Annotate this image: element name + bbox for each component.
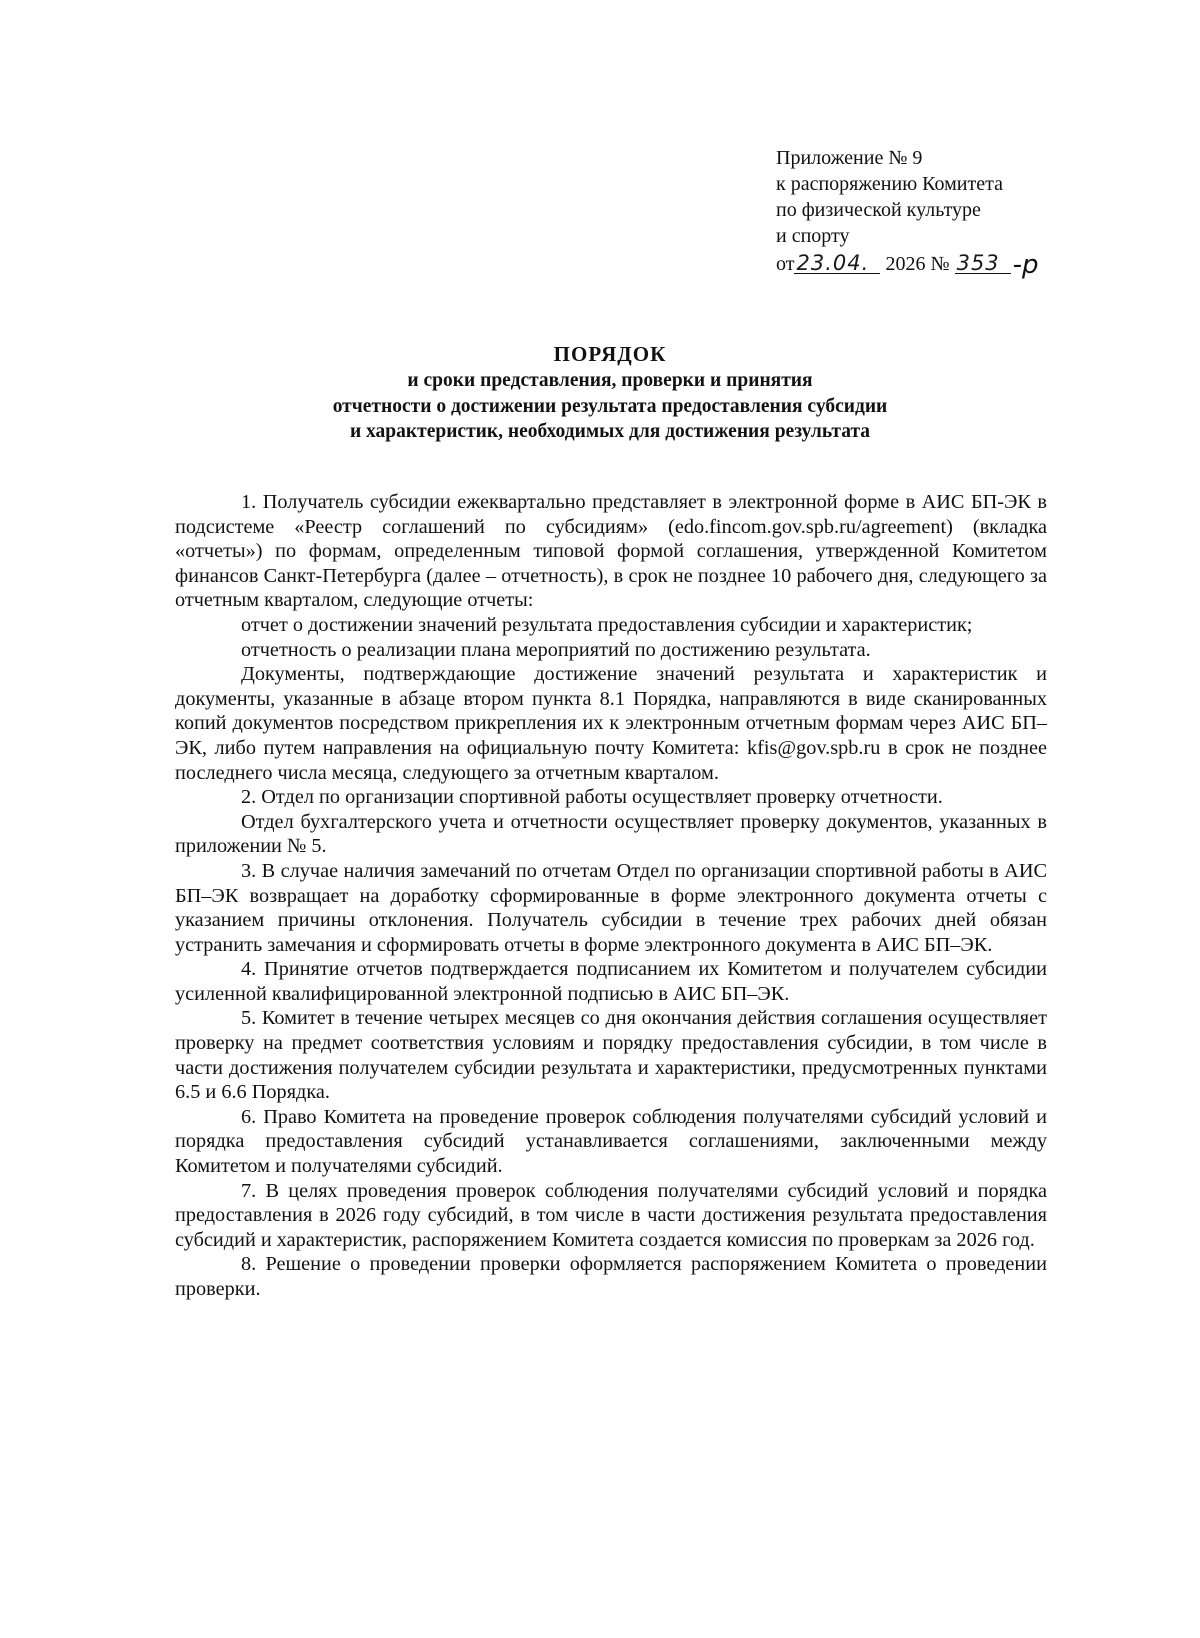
appendix-line-2: к распоряжению Комитета <box>776 173 1003 195</box>
date-year-number-label: 2026 № <box>885 253 950 275</box>
handwritten-date: 23.04. <box>794 253 880 274</box>
appendix-date-line <box>776 249 1106 280</box>
paragraph-8: 8. Решение о проведении проверки оформляется распоряжением Комитета о проведении проверки. <box>175 1253 1047 1300</box>
document-body <box>175 490 1047 1302</box>
paragraph-6: 6. Право Комитета на проведение проверок соблюдения получателями субсидий условий и порядка предоставления субсидий устанавливается соглашениями, заключенными между Комитетом и получателями субсидий. <box>175 1105 1047 1178</box>
appendix-line-1: Приложение № 9 <box>776 147 923 169</box>
document-title <box>170 340 1050 445</box>
paragraph-5: 5. Комитет в течение четырех месяцев со дня окончания действия соглашения осуществляет проверку на предмет соответствия условиям и порядку предоставления субсидии, в том числе в части достижения получателем субсидии результата и характеристики, предусмотренных пунктами 6.5 и 6.6 Порядка. <box>175 1007 1047 1104</box>
paragraph-2-accounting: Отдел бухгалтерского учета и отчетности осуществляет проверку документов, указанных в приложении № 5. <box>175 810 1047 858</box>
paragraph-3: 3. В случае наличия замечаний по отчетам Отдел по организации спортивной работы в АИС БП–ЭК возвращает на доработку сформированные в форме электронного документа отчеты с указанием причины отклонения. Получатель субсидии в течение трех рабочих дней обязан устранить замечания и сформировать отчеты в форме электронного документа в АИС БП–ЭК. <box>175 859 1047 956</box>
paragraph-1-documents: Документы, подтверждающие достижение значений результата и характеристик и документы, указанные в абзаце втором пункта 8.1 Порядка, направляются в виде сканированных копий документов посредством прикрепления их к электронным отчетным формам через АИС БП–ЭК, либо путем направления на официальную почту Комитета: kfis@gov.spb.ru в срок не позднее последнего числа месяца, следующего за отчетным кварталом. <box>175 663 1047 784</box>
paragraph-1-report-a: отчет о достижении значений результата предоставления субсидии и характеристик; <box>241 613 973 636</box>
appendix-line-3: по физической культуре <box>776 199 981 221</box>
paragraph-1: 1. Получатель субсидии ежеквартально представляет в электронной форме в АИС БП-ЭК в подсистеме «Реестр соглашений по субсидиям» (edo.fincom.gov.spb.ru/agreement) (вкладка «отчеты») по формам, определенным типовой формой соглашения, утвержденной Комитетом финансов Санкт-Петербурга (далее – отчетность), в срок не позднее 10 рабочего дня, следующего за отчетным кварталом, следующие отчеты: <box>175 491 1047 612</box>
paragraph-1-report-b: отчетность о реализации плана мероприятий по достижению результата. <box>241 638 871 661</box>
date-prefix: от <box>776 253 795 275</box>
paragraph-2: 2. Отдел по организации спортивной работы осуществляет проверку отчетности. <box>241 786 943 809</box>
title-subtitle-2: отчетности о достижении результата предоставления субсидии <box>332 395 888 417</box>
handwritten-number-suffix: -р <box>1012 250 1039 280</box>
title-subtitle-1: и сроки представления, проверки и принятия <box>407 370 813 391</box>
appendix-line-4: и спорту <box>776 225 850 247</box>
handwritten-number: 353 <box>955 253 1011 274</box>
title-main: ПОРЯДОК <box>553 342 667 366</box>
paragraph-7: 7. В целях проведения проверок соблюдения получателями субсидий условий и порядка предоставления в 2026 году субсидий, в том числе в части достижения результата предоставления субсидий и характеристик, распоряжением Комитета создается комиссия по проверкам за 2026 год. <box>175 1179 1047 1251</box>
title-subtitle-3: и характеристик, необходимых для достижения результата <box>349 421 871 442</box>
paragraph-4: 4. Принятие отчетов подтверждается подписанием их Комитетом и получателем субсидии усиленной квалифицированной электронной подписью в АИС БП–ЭК. <box>175 958 1047 1005</box>
appendix-header <box>776 145 1106 280</box>
